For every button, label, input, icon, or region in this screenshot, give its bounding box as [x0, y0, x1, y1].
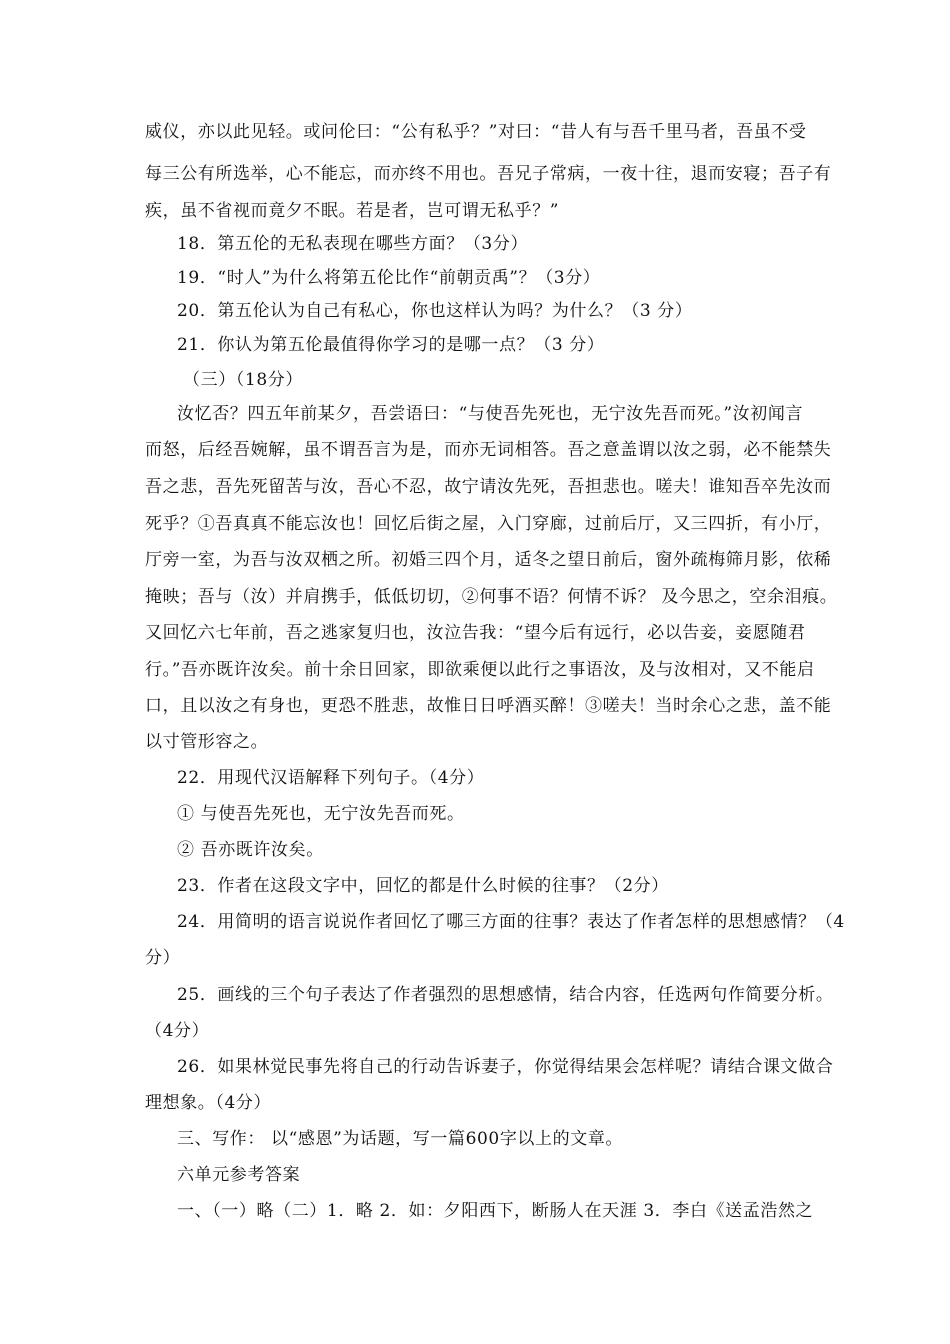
question-20: 20．第五伦认为自己有私心，你也这样认为吗？为什么？（3 分） [177, 301, 693, 321]
question-21: 21．你认为第五伦最值得你学习的是哪一点？（3 分） [177, 335, 605, 355]
passage-line: 口，且以汝之有身也，更恐不胜悲，故惟日日呼酒买醉！③嗟夫！当时余心之悲，盖不能 [145, 696, 832, 716]
passage-line: 又回忆六七年前，吾之逃家复归也，汝泣告我：“望今后有远行，必以告妾，妾愿随君 [145, 623, 806, 643]
question-24-cont: 分） [145, 948, 181, 968]
question-26: 26．如果林觉民事先将自己的行动告诉妻子，你觉得结果会怎样呢？请结合课文做合 [177, 1057, 834, 1077]
question-26-cont: 理想象。（4分） [145, 1093, 272, 1113]
text-line: 每三公有所选举，心不能忘，而亦终不用也。吾兄子常病，一夜十往，退而安寝；吾子有 [145, 164, 832, 184]
question-24: 24．用简明的语言说说作者回忆了哪三方面的往事？表达了作者怎样的思想感情？（4 [177, 912, 845, 932]
passage-line: 以寸管形容之。 [145, 732, 269, 752]
question-23: 23．作者在这段文字中，回忆的都是什么时候的往事？（2分） [177, 876, 669, 896]
text-line: 疾，虽不省视而竟夕不眠。若是者，岂可谓无私乎？” [145, 201, 560, 221]
writing-task: 三、写作： 以“感恩”为话题，写一篇600字以上的文章。 [177, 1129, 624, 1149]
answer-heading: 六单元参考答案 [177, 1165, 301, 1185]
question-22-item-2: ② 吾亦既许汝矣。 [177, 840, 324, 860]
passage-line: 死乎？①吾真真不能忘汝也！回忆后街之屋，入门穿廊，过前后厅，又三四折，有小厅， [145, 514, 832, 534]
passage-line: 行。”吾亦既许汝矣。前十余日回家，即欲乘便以此行之事语汝，及与汝相对，又不能启 [145, 660, 815, 680]
question-25: 25．画线的三个句子表达了作者强烈的思想感情，结合内容，任选两句作简要分析。 [177, 985, 834, 1005]
question-18: 18．第五伦的无私表现在哪些方面？（3分） [177, 234, 529, 254]
answer-line: 一、（一）略（二）1．略 2．如：夕阳西下，断肠人在天涯 3．李白《送孟浩然之 [177, 1201, 814, 1221]
passage-line: 掩映；吾与（汝）并肩携手，低低切切，②何事不语？何情不诉？ 及今思之，空余泪痕。 [145, 587, 838, 607]
passage-line: 厅旁一室，为吾与汝双栖之所。初婚三四个月，适冬之望日前后，窗外疏梅筛月影，依稀 [145, 550, 832, 570]
passage-line: 汝忆否？四五年前某夕，吾尝语曰：“与使吾先死也，无宁汝先吾而死。”汝初闻言 [177, 404, 804, 424]
passage-line: 吾之悲，吾先死留苦与汝，吾心不忍，故宁请汝先死，吾担悲也。嗟夫！谁知吾卒先汝而 [145, 477, 832, 497]
question-22-item-1: ① 与使吾先死也，无宁汝先吾而死。 [177, 804, 465, 824]
section-heading: （三）（18分） [183, 370, 303, 390]
question-19: 19．“时人”为什么将第五伦比作“前朝贡禹”？（3分） [177, 268, 601, 288]
text-line: 威仪，亦以此见轻。或问伦曰：“公有私乎？”对曰：“昔人有与吾千里马者，吾虽不受 [145, 122, 807, 142]
passage-line: 而怒，后经吾婉解，虽不谓吾言为是，而亦无词相答。吾之意盖谓以汝之弱，必不能禁失 [145, 440, 832, 460]
question-25-cont: （4分） [145, 1021, 210, 1041]
question-22: 22．用现代汉语解释下列句子。（4分） [177, 768, 485, 788]
